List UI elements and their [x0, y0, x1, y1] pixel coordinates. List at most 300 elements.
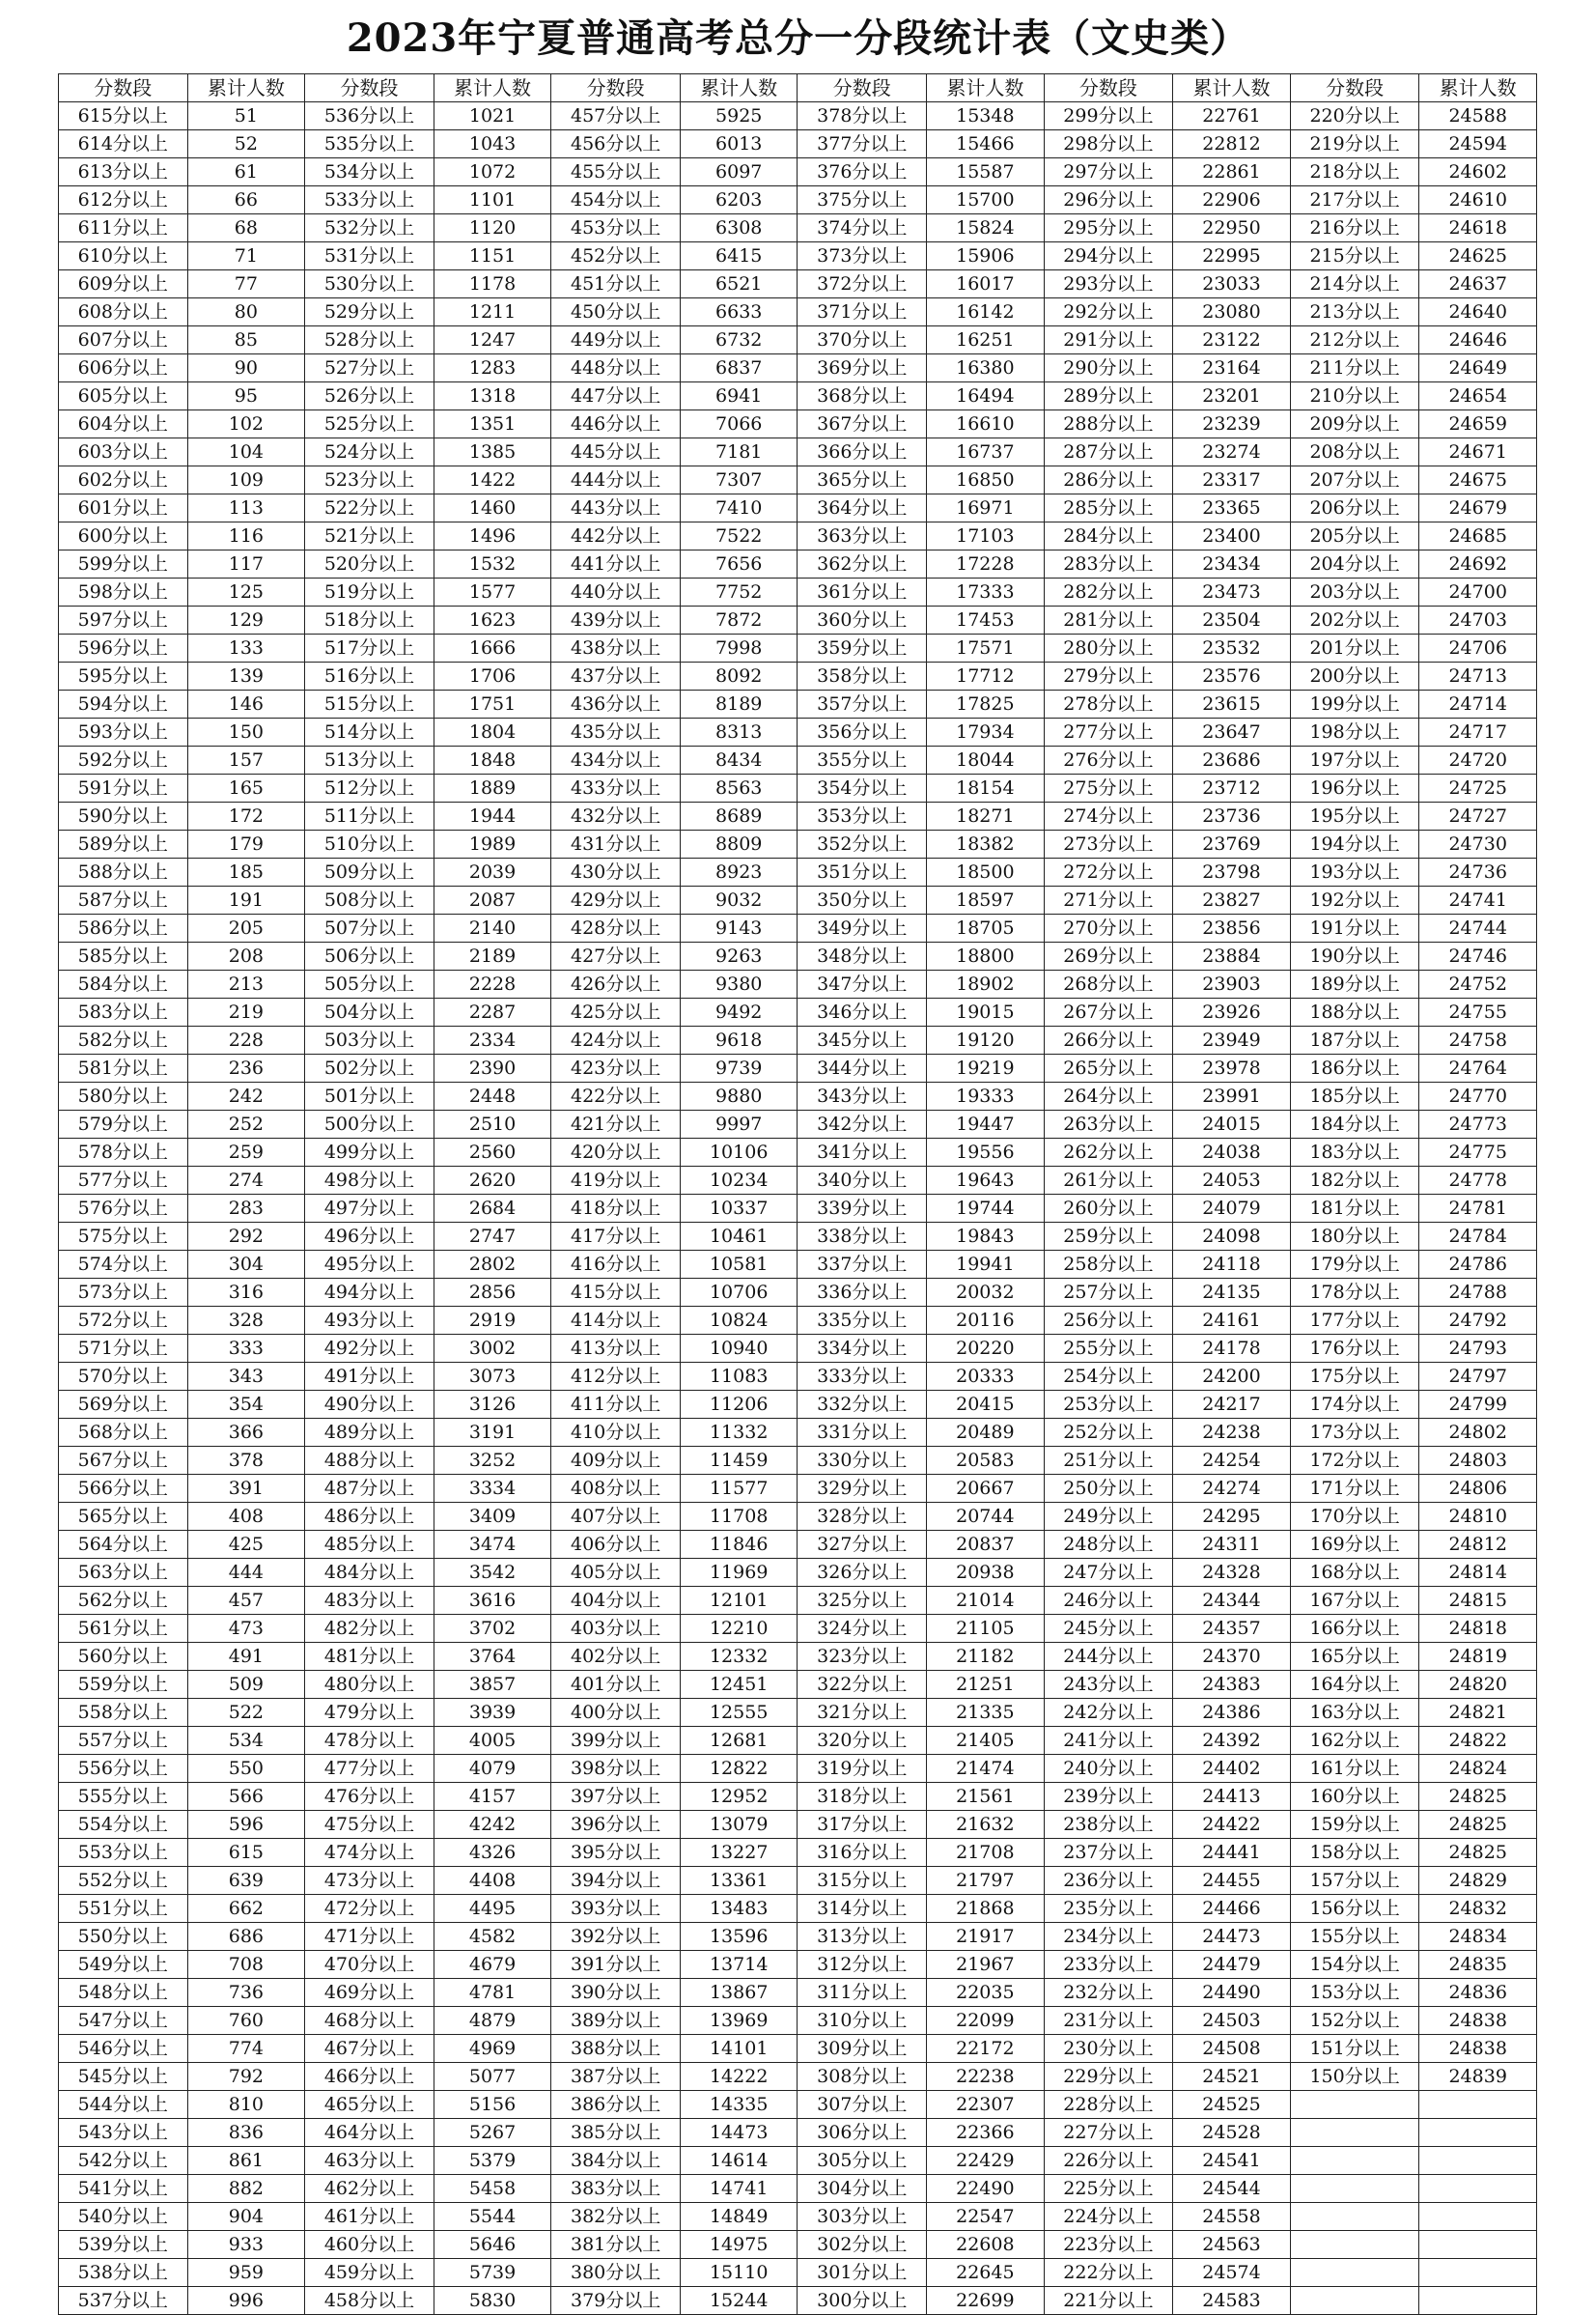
score-range-cell: 424分以上 — [551, 1027, 681, 1055]
header-score-range: 分数段 — [1290, 74, 1419, 102]
cumulative-count-cell: 24758 — [1419, 1027, 1537, 1055]
table-row — [59, 1055, 1537, 1083]
cumulative-count-cell: 10940 — [680, 1335, 798, 1363]
cumulative-count-cell: 3764 — [434, 1643, 551, 1671]
score-range-cell: 549分以上 — [59, 1951, 188, 1979]
cumulative-count-cell: 14222 — [680, 2063, 798, 2091]
score-range-cell: 373分以上 — [798, 242, 927, 270]
score-range-cell: 270分以上 — [1044, 915, 1173, 943]
score-range-cell: 361分以上 — [798, 579, 927, 607]
cumulative-count-cell: 14849 — [680, 2203, 798, 2231]
cumulative-count-cell: 24118 — [1173, 1251, 1291, 1279]
score-range-cell: 151分以上 — [1290, 2035, 1419, 2063]
cumulative-count-cell: 6203 — [680, 186, 798, 214]
score-range-cell: 522分以上 — [305, 494, 434, 522]
score-range-cell: 581分以上 — [59, 1055, 188, 1083]
cumulative-count-cell: 18705 — [927, 915, 1045, 943]
cumulative-count-cell: 24671 — [1419, 438, 1537, 466]
score-range-cell: 182分以上 — [1290, 1167, 1419, 1195]
table-row — [59, 635, 1537, 663]
score-range-cell: 508分以上 — [305, 887, 434, 915]
cumulative-count-cell: 68 — [187, 214, 305, 242]
score-range-cell: 486分以上 — [305, 1503, 434, 1531]
table-row — [59, 1279, 1537, 1307]
cumulative-count-cell: 24703 — [1419, 607, 1537, 635]
score-range-cell: 268分以上 — [1044, 971, 1173, 999]
score-range-cell: 604分以上 — [59, 410, 188, 438]
cumulative-count-cell: 5544 — [434, 2203, 551, 2231]
score-range-cell: 409分以上 — [551, 1447, 681, 1475]
cumulative-count-cell: 2189 — [434, 943, 551, 971]
score-range-cell: 493分以上 — [305, 1307, 434, 1335]
cumulative-count-cell: 3073 — [434, 1363, 551, 1391]
cumulative-count-cell — [1419, 2119, 1537, 2147]
score-range-cell: 615分以上 — [59, 102, 188, 130]
score-range-cell: 432分以上 — [551, 803, 681, 831]
cumulative-count-cell: 5379 — [434, 2147, 551, 2175]
score-range-cell: 444分以上 — [551, 466, 681, 494]
cumulative-count-cell: 24357 — [1173, 1615, 1291, 1643]
cumulative-count-cell — [1419, 2091, 1537, 2119]
score-range-cell: 342分以上 — [798, 1111, 927, 1139]
score-range-cell: 271分以上 — [1044, 887, 1173, 915]
cumulative-count-cell: 662 — [187, 1895, 305, 1923]
score-range-cell: 170分以上 — [1290, 1503, 1419, 1531]
score-range-cell: 453分以上 — [551, 214, 681, 242]
score-range-cell: 232分以上 — [1044, 1979, 1173, 2007]
score-range-cell: 250分以上 — [1044, 1475, 1173, 1503]
score-range-cell: 551分以上 — [59, 1895, 188, 1923]
score-range-cell: 484分以上 — [305, 1559, 434, 1587]
cumulative-count-cell: 24178 — [1173, 1335, 1291, 1363]
score-range-cell: 608分以上 — [59, 298, 188, 326]
cumulative-count-cell: 24717 — [1419, 719, 1537, 747]
score-range-cell: 544分以上 — [59, 2091, 188, 2119]
cumulative-count-cell: 343 — [187, 1363, 305, 1391]
score-range-cell: 460分以上 — [305, 2231, 434, 2259]
score-range-cell: 331分以上 — [798, 1419, 927, 1447]
score-range-cell: 592分以上 — [59, 747, 188, 775]
cumulative-count-cell: 24720 — [1419, 747, 1537, 775]
cumulative-count-cell: 24825 — [1419, 1839, 1537, 1867]
cumulative-count-cell: 213 — [187, 971, 305, 999]
score-range-cell: 162分以上 — [1290, 1727, 1419, 1755]
cumulative-count-cell: 21797 — [927, 1867, 1045, 1895]
cumulative-count-cell: 304 — [187, 1251, 305, 1279]
table-row — [59, 270, 1537, 298]
table-row — [59, 2035, 1537, 2063]
score-range-cell: 166分以上 — [1290, 1615, 1419, 1643]
header-score-range: 分数段 — [1044, 74, 1173, 102]
table-row — [59, 1083, 1537, 1111]
cumulative-count-cell: 23978 — [1173, 1055, 1291, 1083]
score-range-cell: 202分以上 — [1290, 607, 1419, 635]
cumulative-count-cell: 24786 — [1419, 1251, 1537, 1279]
cumulative-count-cell: 24328 — [1173, 1559, 1291, 1587]
score-range-cell: 502分以上 — [305, 1055, 434, 1083]
score-range-cell: 194分以上 — [1290, 831, 1419, 859]
table-row — [59, 1167, 1537, 1195]
cumulative-count-cell: 19015 — [927, 999, 1045, 1027]
table-row — [59, 410, 1537, 438]
score-range-cell: 189分以上 — [1290, 971, 1419, 999]
cumulative-count-cell: 333 — [187, 1335, 305, 1363]
cumulative-count-cell: 2919 — [434, 1307, 551, 1335]
cumulative-count-cell: 22950 — [1173, 214, 1291, 242]
cumulative-count-cell: 24714 — [1419, 691, 1537, 719]
cumulative-count-cell: 10706 — [680, 1279, 798, 1307]
cumulative-count-cell: 5646 — [434, 2231, 551, 2259]
cumulative-count-cell: 4079 — [434, 1755, 551, 1783]
score-range-cell: 205分以上 — [1290, 522, 1419, 551]
score-range-cell: 199分以上 — [1290, 691, 1419, 719]
table-row — [59, 242, 1537, 270]
cumulative-count-cell: 22172 — [927, 2035, 1045, 2063]
score-range-cell: 259分以上 — [1044, 1223, 1173, 1251]
score-range-cell: 381分以上 — [551, 2231, 681, 2259]
cumulative-count-cell: 22906 — [1173, 186, 1291, 214]
score-range-cell: 392分以上 — [551, 1923, 681, 1951]
score-range-cell: 520分以上 — [305, 551, 434, 579]
score-range-cell: 225分以上 — [1044, 2175, 1173, 2203]
cumulative-count-cell: 109 — [187, 466, 305, 494]
cumulative-count-cell: 18382 — [927, 831, 1045, 859]
score-range-cell: 266分以上 — [1044, 1027, 1173, 1055]
score-range-cell: 539分以上 — [59, 2231, 188, 2259]
score-range-cell: 274分以上 — [1044, 803, 1173, 831]
cumulative-count-cell: 23317 — [1173, 466, 1291, 494]
cumulative-count-cell: 10581 — [680, 1251, 798, 1279]
table-row — [59, 1811, 1537, 1839]
cumulative-count-cell: 24525 — [1173, 2091, 1291, 2119]
cumulative-count-cell: 7181 — [680, 438, 798, 466]
cumulative-count-cell: 22035 — [927, 1979, 1045, 2007]
score-range-cell: 527分以上 — [305, 354, 434, 382]
cumulative-count-cell: 24490 — [1173, 1979, 1291, 2007]
score-range-cell: 201分以上 — [1290, 635, 1419, 663]
score-range-cell: 227分以上 — [1044, 2119, 1173, 2147]
score-range-cell: 543分以上 — [59, 2119, 188, 2147]
cumulative-count-cell: 408 — [187, 1503, 305, 1531]
cumulative-count-cell: 24473 — [1173, 1923, 1291, 1951]
cumulative-count-cell: 139 — [187, 663, 305, 691]
score-range-cell: 226分以上 — [1044, 2147, 1173, 2175]
score-range-cell: 169分以上 — [1290, 1531, 1419, 1559]
score-range-cell: 338分以上 — [798, 1223, 927, 1251]
cumulative-count-cell: 22547 — [927, 2203, 1045, 2231]
cumulative-count-cell: 102 — [187, 410, 305, 438]
table-row — [59, 1223, 1537, 1251]
score-range-cell: 256分以上 — [1044, 1307, 1173, 1335]
table-row — [59, 1895, 1537, 1923]
score-range-cell: 299分以上 — [1044, 102, 1173, 130]
score-range-cell: 577分以上 — [59, 1167, 188, 1195]
score-range-cell: 284分以上 — [1044, 522, 1173, 551]
score-range-cell: 419分以上 — [551, 1167, 681, 1195]
table-row — [59, 1783, 1537, 1811]
score-range-cell: 215分以上 — [1290, 242, 1419, 270]
cumulative-count-cell: 4326 — [434, 1839, 551, 1867]
cumulative-count-cell: 23926 — [1173, 999, 1291, 1027]
score-range-cell: 503分以上 — [305, 1027, 434, 1055]
cumulative-count-cell: 24770 — [1419, 1083, 1537, 1111]
score-range-cell: 523分以上 — [305, 466, 434, 494]
cumulative-count-cell: 24311 — [1173, 1531, 1291, 1559]
score-range-cell: 248分以上 — [1044, 1531, 1173, 1559]
cumulative-count-cell: 10461 — [680, 1223, 798, 1251]
score-range-cell: 567分以上 — [59, 1447, 188, 1475]
cumulative-count-cell: 9032 — [680, 887, 798, 915]
cumulative-count-cell: 11969 — [680, 1559, 798, 1587]
cumulative-count-cell: 3126 — [434, 1391, 551, 1419]
score-range-cell: 184分以上 — [1290, 1111, 1419, 1139]
cumulative-count-cell: 15466 — [927, 130, 1045, 158]
score-range-cell: 429分以上 — [551, 887, 681, 915]
cumulative-count-cell: 104 — [187, 438, 305, 466]
table-row — [59, 2007, 1537, 2035]
cumulative-count-cell: 24654 — [1419, 382, 1537, 410]
cumulative-count-cell: 11206 — [680, 1391, 798, 1419]
score-range-cell: 303分以上 — [798, 2203, 927, 2231]
cumulative-count-cell: 24402 — [1173, 1755, 1291, 1783]
score-range-cell: 279分以上 — [1044, 663, 1173, 691]
score-range-cell: 175分以上 — [1290, 1363, 1419, 1391]
score-range-cell: 496分以上 — [305, 1223, 434, 1251]
score-range-cell: 521分以上 — [305, 522, 434, 551]
score-range-cell: 378分以上 — [798, 102, 927, 130]
cumulative-count-cell: 71 — [187, 242, 305, 270]
cumulative-count-cell: 4408 — [434, 1867, 551, 1895]
cumulative-count-cell: 5156 — [434, 2091, 551, 2119]
cumulative-count-cell: 11332 — [680, 1419, 798, 1447]
score-range-cell: 214分以上 — [1290, 270, 1419, 298]
cumulative-count-cell: 10234 — [680, 1167, 798, 1195]
cumulative-count-cell: 129 — [187, 607, 305, 635]
cumulative-count-cell: 550 — [187, 1755, 305, 1783]
cumulative-count-cell: 11708 — [680, 1503, 798, 1531]
score-range-cell: 287分以上 — [1044, 438, 1173, 466]
score-range-cell: 346分以上 — [798, 999, 927, 1027]
cumulative-count-cell: 17228 — [927, 551, 1045, 579]
score-range-cell: 241分以上 — [1044, 1727, 1173, 1755]
cumulative-count-cell — [1419, 2287, 1537, 2315]
score-range-cell: 186分以上 — [1290, 1055, 1419, 1083]
score-range-cell: 595分以上 — [59, 663, 188, 691]
cumulative-count-cell: 24810 — [1419, 1503, 1537, 1531]
score-range-cell: 152分以上 — [1290, 2007, 1419, 2035]
score-range-cell: 490分以上 — [305, 1391, 434, 1419]
cumulative-count-cell: 4582 — [434, 1923, 551, 1951]
score-range-cell: 167分以上 — [1290, 1587, 1419, 1615]
cumulative-count-cell: 24838 — [1419, 2035, 1537, 2063]
score-range-cell: 517分以上 — [305, 635, 434, 663]
cumulative-count-cell: 534 — [187, 1727, 305, 1755]
score-range-cell: 212分以上 — [1290, 326, 1419, 354]
header-cumulative-count: 累计人数 — [927, 74, 1045, 102]
cumulative-count-cell: 24692 — [1419, 551, 1537, 579]
score-range-cell: 332分以上 — [798, 1391, 927, 1419]
cumulative-count-cell: 24479 — [1173, 1951, 1291, 1979]
cumulative-count-cell: 861 — [187, 2147, 305, 2175]
cumulative-count-cell: 219 — [187, 999, 305, 1027]
cumulative-count-cell: 24685 — [1419, 522, 1537, 551]
header-score-range: 分数段 — [551, 74, 681, 102]
cumulative-count-cell: 24521 — [1173, 2063, 1291, 2091]
table-row — [59, 1839, 1537, 1867]
cumulative-count-cell: 6415 — [680, 242, 798, 270]
score-range-cell: 477分以上 — [305, 1755, 434, 1783]
score-range-cell: 336分以上 — [798, 1279, 927, 1307]
score-range-cell: 296分以上 — [1044, 186, 1173, 214]
cumulative-count-cell: 1577 — [434, 579, 551, 607]
score-range-cell: 339分以上 — [798, 1195, 927, 1223]
score-range-cell: 466分以上 — [305, 2063, 434, 2091]
score-range-cell: 448分以上 — [551, 354, 681, 382]
score-range-cell: 512分以上 — [305, 775, 434, 803]
score-range-cell: 403分以上 — [551, 1615, 681, 1643]
score-range-cell: 198分以上 — [1290, 719, 1419, 747]
score-range-cell: 213分以上 — [1290, 298, 1419, 326]
score-range-cell — [1290, 2231, 1419, 2259]
cumulative-count-cell: 17333 — [927, 579, 1045, 607]
score-range-cell: 437分以上 — [551, 663, 681, 691]
score-range-cell: 217分以上 — [1290, 186, 1419, 214]
header-score-range: 分数段 — [59, 74, 188, 102]
cumulative-count-cell: 391 — [187, 1475, 305, 1503]
score-range-cell: 557分以上 — [59, 1727, 188, 1755]
score-range-cell: 321分以上 — [798, 1699, 927, 1727]
cumulative-count-cell: 12555 — [680, 1699, 798, 1727]
cumulative-count-cell: 16380 — [927, 354, 1045, 382]
cumulative-count-cell: 9997 — [680, 1111, 798, 1139]
score-range-cell: 415分以上 — [551, 1279, 681, 1307]
score-range-cell: 406分以上 — [551, 1531, 681, 1559]
score-range-cell: 479分以上 — [305, 1699, 434, 1727]
cumulative-count-cell: 21632 — [927, 1811, 1045, 1839]
table-row — [59, 579, 1537, 607]
cumulative-count-cell: 19556 — [927, 1139, 1045, 1167]
cumulative-count-cell: 23949 — [1173, 1027, 1291, 1055]
cumulative-count-cell: 24541 — [1173, 2147, 1291, 2175]
score-range-cell: 286分以上 — [1044, 466, 1173, 494]
cumulative-count-cell: 12332 — [680, 1643, 798, 1671]
score-range-cell: 582分以上 — [59, 1027, 188, 1055]
cumulative-count-cell: 24784 — [1419, 1223, 1537, 1251]
cumulative-count-cell: 24781 — [1419, 1195, 1537, 1223]
cumulative-count-cell: 16737 — [927, 438, 1045, 466]
score-range-cell: 347分以上 — [798, 971, 927, 999]
cumulative-count-cell: 16251 — [927, 326, 1045, 354]
cumulative-count-cell: 24752 — [1419, 971, 1537, 999]
cumulative-count-cell: 24821 — [1419, 1699, 1537, 1727]
score-range-cell: 588分以上 — [59, 859, 188, 887]
cumulative-count-cell: 686 — [187, 1923, 305, 1951]
cumulative-count-cell: 205 — [187, 915, 305, 943]
cumulative-count-cell: 2140 — [434, 915, 551, 943]
score-range-cell: 572分以上 — [59, 1307, 188, 1335]
cumulative-count-cell: 3409 — [434, 1503, 551, 1531]
score-range-cell: 573分以上 — [59, 1279, 188, 1307]
score-range-cell: 280分以上 — [1044, 635, 1173, 663]
cumulative-count-cell: 24675 — [1419, 466, 1537, 494]
score-range-cell: 326分以上 — [798, 1559, 927, 1587]
score-range-cell: 289分以上 — [1044, 382, 1173, 410]
cumulative-count-cell: 24625 — [1419, 242, 1537, 270]
cumulative-count-cell: 4495 — [434, 1895, 551, 1923]
score-range-cell: 163分以上 — [1290, 1699, 1419, 1727]
score-range-cell: 231分以上 — [1044, 2007, 1173, 2035]
score-range-cell: 535分以上 — [305, 130, 434, 158]
cumulative-count-cell: 522 — [187, 1699, 305, 1727]
table-row — [59, 1923, 1537, 1951]
cumulative-count-cell: 2560 — [434, 1139, 551, 1167]
cumulative-count-cell: 760 — [187, 2007, 305, 2035]
score-range-cell: 454分以上 — [551, 186, 681, 214]
score-range-cell: 178分以上 — [1290, 1279, 1419, 1307]
cumulative-count-cell: 5739 — [434, 2259, 551, 2287]
table-row — [59, 1615, 1537, 1643]
table-row — [59, 775, 1537, 803]
cumulative-count-cell: 24829 — [1419, 1867, 1537, 1895]
score-range-cell: 614分以上 — [59, 130, 188, 158]
cumulative-count-cell: 3542 — [434, 1559, 551, 1587]
table-row — [59, 2063, 1537, 2091]
score-range-cell: 246分以上 — [1044, 1587, 1173, 1615]
cumulative-count-cell: 3616 — [434, 1587, 551, 1615]
score-range-cell: 471分以上 — [305, 1923, 434, 1951]
score-range-cell: 295分以上 — [1044, 214, 1173, 242]
cumulative-count-cell: 14335 — [680, 2091, 798, 2119]
score-range-cell: 234分以上 — [1044, 1923, 1173, 1951]
cumulative-count-cell: 2684 — [434, 1195, 551, 1223]
table-row — [59, 130, 1537, 158]
cumulative-count-cell: 24744 — [1419, 915, 1537, 943]
table-row — [59, 1531, 1537, 1559]
cumulative-count-cell: 23736 — [1173, 803, 1291, 831]
cumulative-count-cell: 24015 — [1173, 1111, 1291, 1139]
score-range-cell: 597分以上 — [59, 607, 188, 635]
score-range-cell: 469分以上 — [305, 1979, 434, 2007]
cumulative-count-cell: 24788 — [1419, 1279, 1537, 1307]
cumulative-count-cell: 90 — [187, 354, 305, 382]
score-range-cell: 172分以上 — [1290, 1447, 1419, 1475]
score-range-cell: 411分以上 — [551, 1391, 681, 1419]
cumulative-count-cell: 1496 — [434, 522, 551, 551]
cumulative-count-cell: 20116 — [927, 1307, 1045, 1335]
table-row — [59, 102, 1537, 130]
cumulative-count-cell: 24466 — [1173, 1895, 1291, 1923]
table-row — [59, 1503, 1537, 1531]
score-range-cell: 507分以上 — [305, 915, 434, 943]
score-range-cell: 333分以上 — [798, 1363, 927, 1391]
cumulative-count-cell: 21105 — [927, 1615, 1045, 1643]
cumulative-count-cell: 252 — [187, 1111, 305, 1139]
score-range-cell: 606分以上 — [59, 354, 188, 382]
score-range-cell: 369分以上 — [798, 354, 927, 382]
score-range-cell: 600分以上 — [59, 522, 188, 551]
score-range-cell: 208分以上 — [1290, 438, 1419, 466]
score-range-cell: 482分以上 — [305, 1615, 434, 1643]
cumulative-count-cell: 3939 — [434, 1699, 551, 1727]
cumulative-count-cell: 23473 — [1173, 579, 1291, 607]
score-range-cell: 400分以上 — [551, 1699, 681, 1727]
score-range-cell: 548分以上 — [59, 1979, 188, 2007]
score-range-cell — [1290, 2091, 1419, 2119]
score-range-cell: 483分以上 — [305, 1587, 434, 1615]
cumulative-count-cell: 259 — [187, 1139, 305, 1167]
score-range-cell — [1290, 2203, 1419, 2231]
table-row — [59, 1951, 1537, 1979]
